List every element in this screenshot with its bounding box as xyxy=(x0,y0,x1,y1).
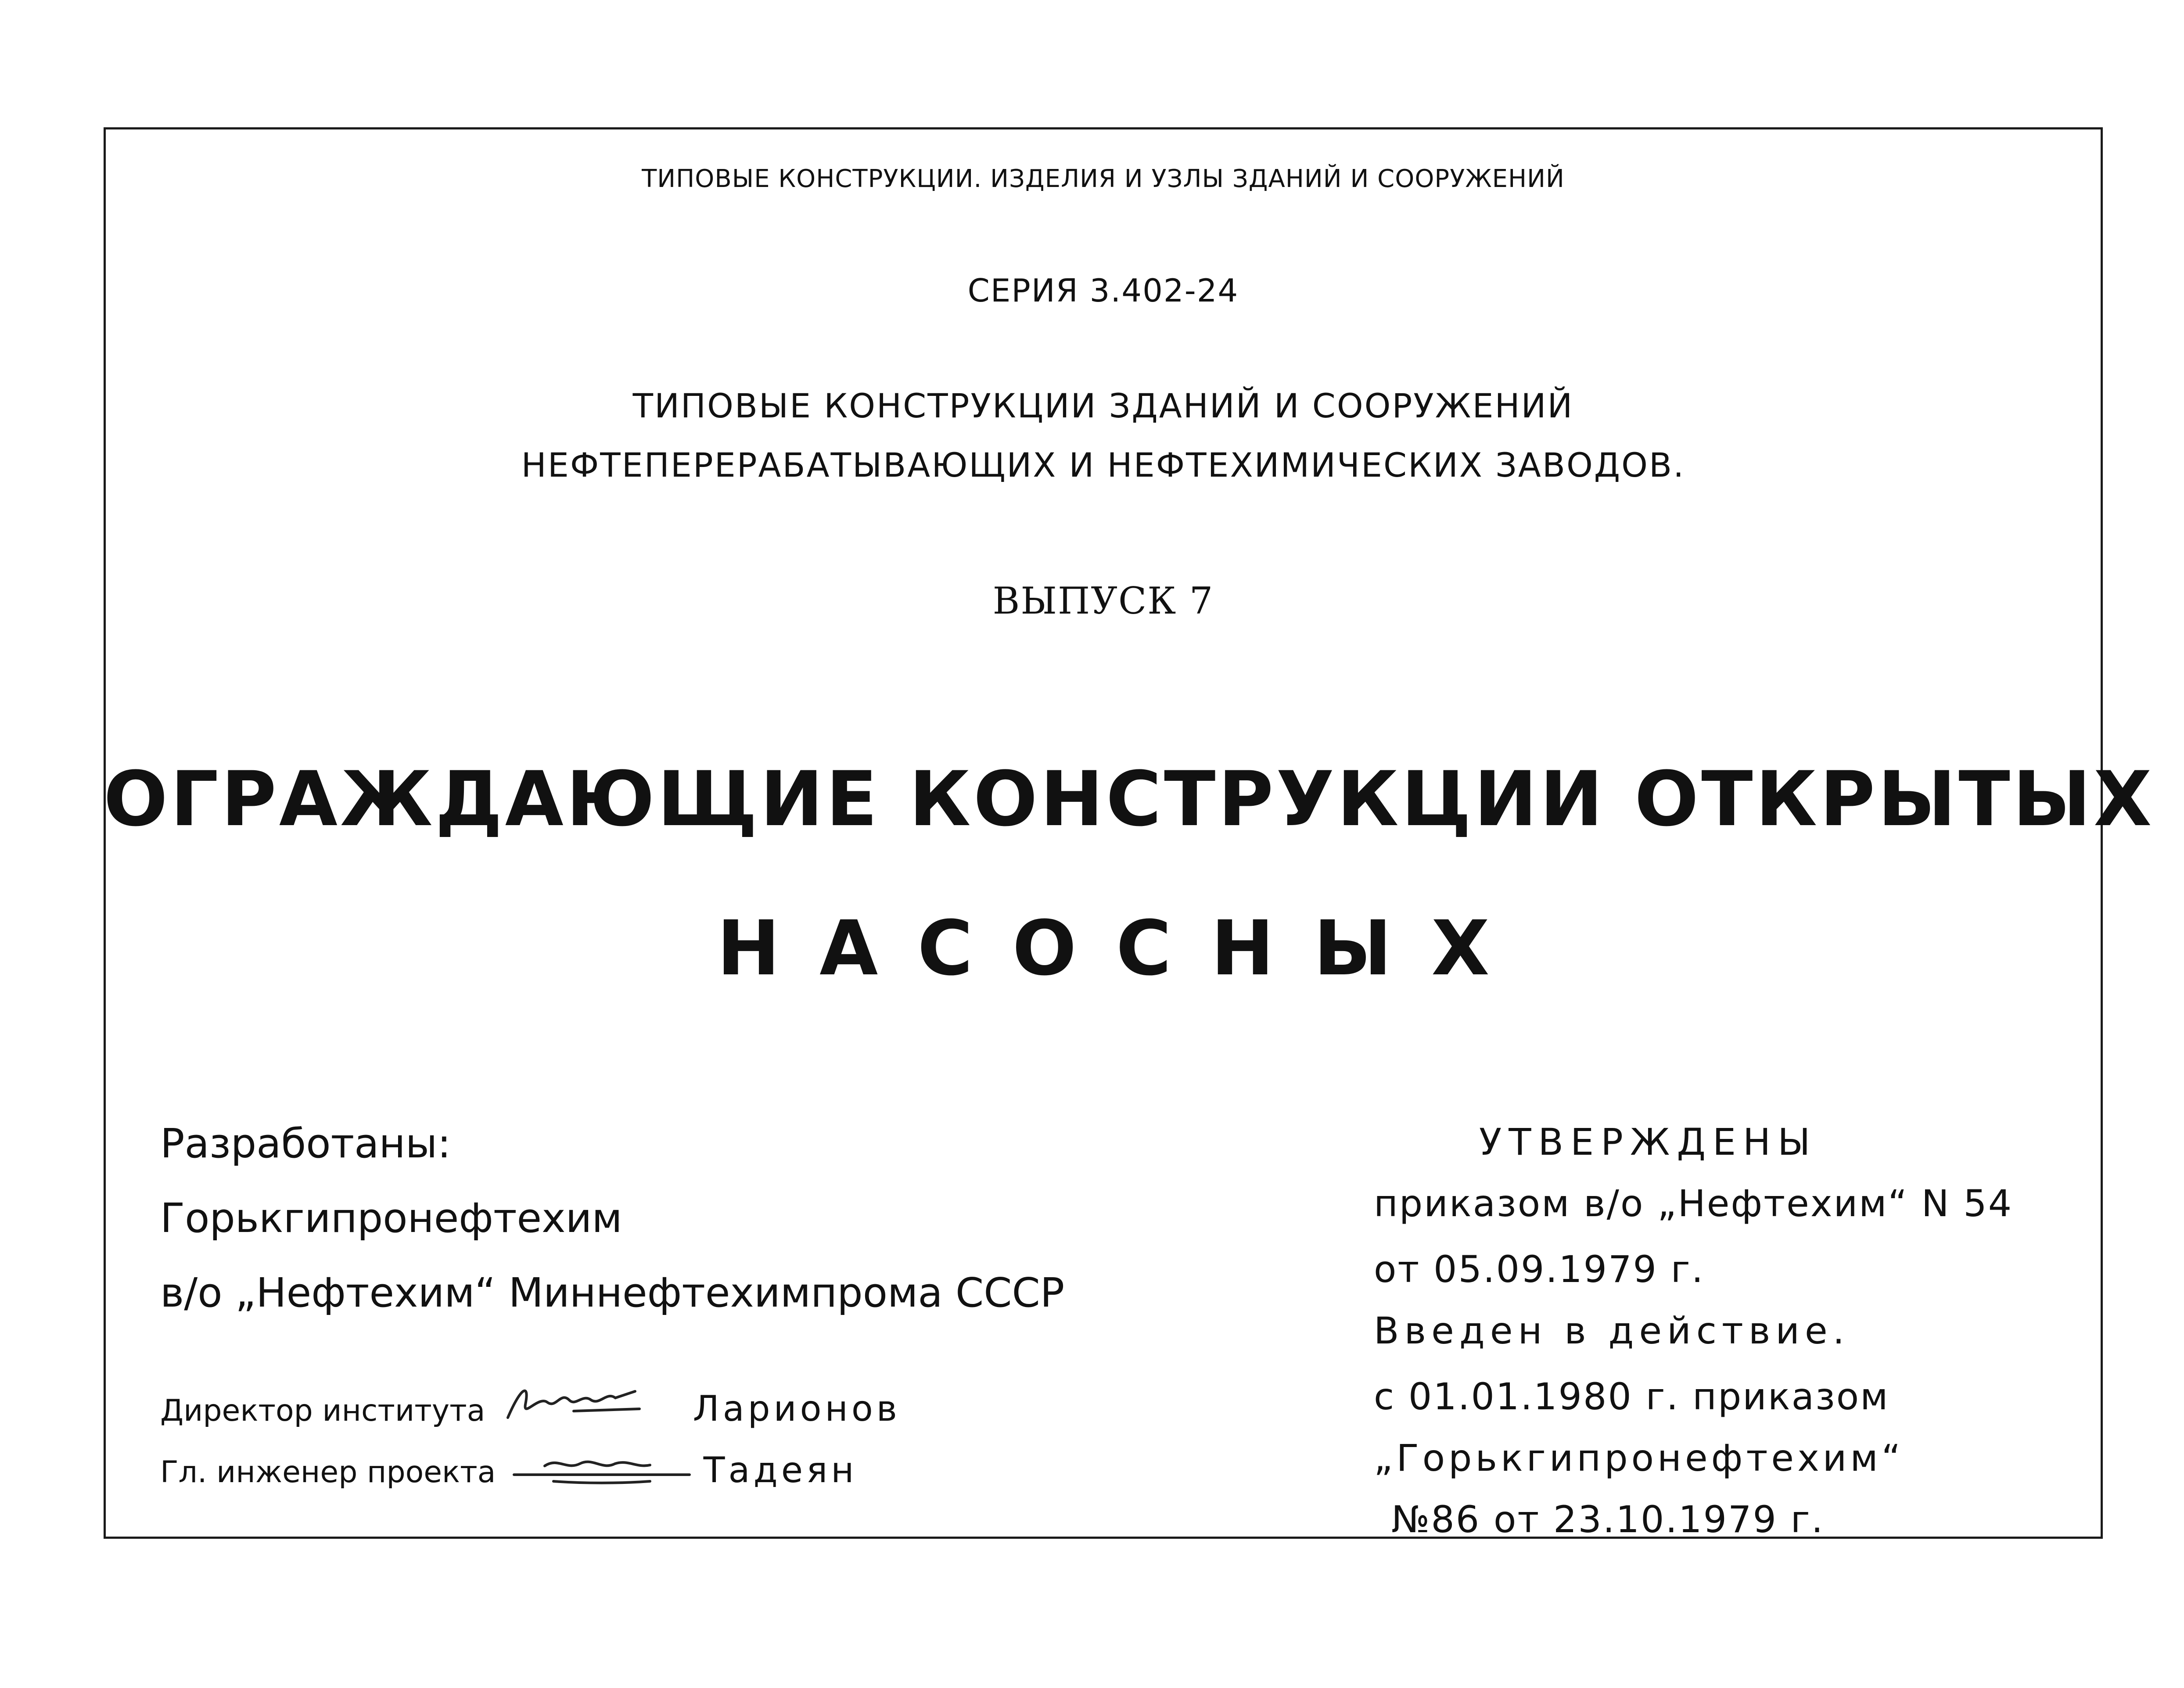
signatory-name: Ларионов xyxy=(693,1388,901,1429)
signatory-director xyxy=(160,1378,901,1429)
signatory-role: Директор института xyxy=(160,1393,485,1428)
approved-label: УТВЕРЖДЕНЫ xyxy=(1479,1121,1818,1164)
category-header: ТИПОВЫЕ КОНСТРУКЦИИ. ИЗДЕЛИЯ И УЗЛЫ ЗДАНИЙ И СООРУЖЕНИЙ xyxy=(642,165,1565,193)
developer-organization: Горькгипронефтехим xyxy=(160,1195,622,1242)
issue-number: ВЫПУСК 7 xyxy=(992,579,1214,622)
effective-organization: „Горькгипронефтехим“ xyxy=(1374,1437,1904,1480)
signatory-role: Гл. инженер проекта xyxy=(160,1455,496,1490)
effective-date: с 01.01.1980 г. приказом xyxy=(1374,1375,1889,1418)
main-title-line-2: НАСОСНЫХ xyxy=(717,904,1529,992)
main-title-line-1: ОГРАЖДАЮЩИЕ КОНСТРУКЦИИ ОТКРЫТЫХ xyxy=(104,755,2155,843)
signatory-name: Тадеян xyxy=(703,1450,858,1490)
developed-label: Разработаны: xyxy=(160,1120,451,1167)
developer-ministry: в/о „Нефтехим“ Миннефтехимпрома СССР xyxy=(160,1269,1065,1316)
subtitle-line-1: ТИПОВЫЕ КОНСТРУКЦИИ ЗДАНИЙ И СООРУЖЕНИЙ xyxy=(632,386,1574,425)
subtitle-line-2: НЕФТЕПЕРЕРАБАТЫВАЮЩИХ И НЕФТЕХИМИЧЕСКИХ ЗАВОДОВ. xyxy=(521,445,1685,485)
approval-date: от 05.09.1979 г. xyxy=(1374,1248,1705,1291)
effective-order-number: №86 от 23.10.1979 г. xyxy=(1391,1498,1825,1541)
handwritten-signature-engineer xyxy=(505,1440,694,1488)
approval-order: приказом в/о „Нефтехим“ N 54 xyxy=(1374,1182,2013,1225)
series-number: СЕРИЯ 3.402-24 xyxy=(967,272,1239,309)
signatory-chief-engineer xyxy=(160,1440,858,1488)
effective-label: Введен в действие. xyxy=(1374,1309,1850,1352)
handwritten-signature-director xyxy=(495,1378,683,1426)
